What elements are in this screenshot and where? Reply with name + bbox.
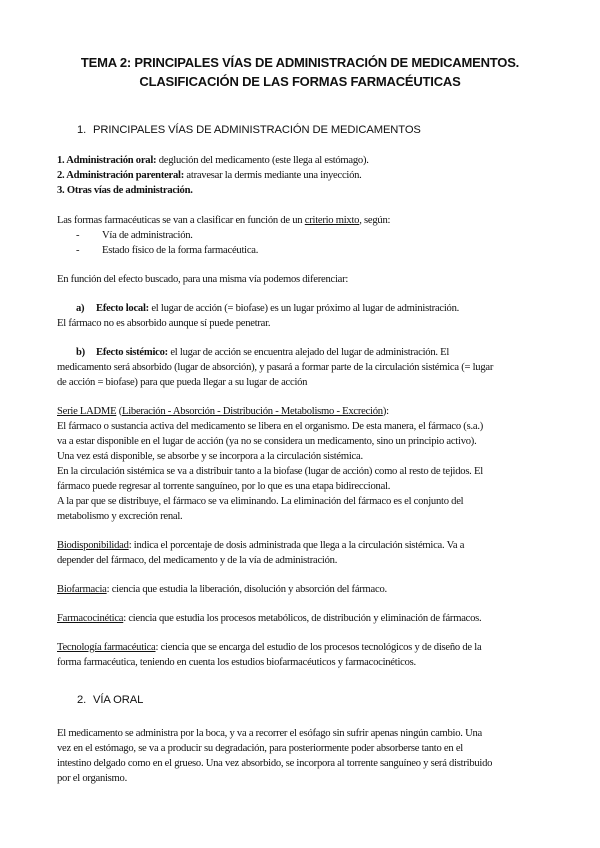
definition-tecnologia-farmaceutica: Tecnología farmacéutica: ciencia que se encarga del estudio de los procesos tecnológicos y de diseño de la bbox=[57, 642, 482, 653]
effect-intro: En función del efecto buscado, para una misma vía podemos diferenciar: bbox=[57, 274, 349, 285]
document-title-line-1: TEMA 2: PRINCIPALES VÍAS DE ADMINISTRACIÓN DE MEDICAMENTOS. bbox=[80, 55, 520, 70]
classification-intro: Las formas farmacéuticas se van a clasificar en función de un criterio mixto, según: bbox=[57, 215, 391, 226]
ladme-heading: Serie LADME (Liberación - Absorción - Distribución - Metabolismo - Excreción): bbox=[57, 406, 389, 417]
local-effect-item: a) Efecto local: el lugar de acción (= biofase) es un lugar próximo al lugar de administración. bbox=[76, 303, 460, 314]
section-2-heading-text: VÍA ORAL bbox=[93, 694, 144, 706]
oral-route-line: vez en el estómago, se va a producir su degradación, para posteriormente poder absorberse tanto en el bbox=[57, 743, 463, 754]
section-1-number: 1. bbox=[77, 124, 87, 136]
local-effect-line-2: El fármaco no es absorbido aunque sí puede penetrar. bbox=[57, 318, 271, 329]
definition-biofarmacia: Biofarmacia: ciencia que estudia la liberación, disolución y absorción del fármaco. bbox=[57, 584, 387, 595]
document-title-line-2: CLASIFICACIÓN DE LAS FORMAS FARMACÉUTICAS bbox=[139, 74, 461, 89]
oral-route-line: El medicamento se administra por la boca, y va a recorrer el esófago sin sufrir apenas ningún cambio. Una bbox=[57, 728, 482, 739]
section-1-heading bbox=[77, 124, 421, 136]
ladme-line: fármaco puede regresar al torrente sanguíneo, por lo que es una etapa bidireccional. bbox=[57, 481, 391, 492]
definition-farmacocinetica: Farmacocinética: ciencia que estudia los procesos metabólicos, de distribución y eliminación de fármacos. bbox=[57, 613, 482, 624]
ladme-line: Una vez está disponible, se absorbe y se incorpora a la circulación sistémica. bbox=[57, 451, 363, 462]
oral-route-line: intestino delgado como en el grueso. Una vez absorbido, se incorpora al torrente sanguíneo y será distribuido bbox=[57, 758, 493, 769]
section-2-heading bbox=[77, 694, 143, 706]
ladme-line: A la par que se distribuye, el fármaco se va eliminando. La eliminación del fármaco es el conjunto del bbox=[57, 496, 464, 507]
definition-tecnologia-line-2: forma farmacéutica, teniendo en cuenta los estudios biofarmacéuticos y farmacocinéticos. bbox=[57, 657, 416, 668]
route-item-1: 1. Administración oral: deglución del medicamento (este llega al estómago). bbox=[57, 155, 369, 166]
ladme-line: va a estar disponible en el lugar de acción (ya no se considera un medicamento, sino un principio activo). bbox=[57, 436, 477, 447]
systemic-effect-line-2: medicamento será absorbido (lugar de absorción), y pasará a formar parte de la circulación sistémica (= lugar bbox=[57, 362, 494, 373]
section-2-number: 2. bbox=[77, 694, 87, 706]
ladme-line: El fármaco o sustancia activa del medicamento se libera en el organismo. De esta manera, el fármaco (s.a.) bbox=[57, 421, 483, 432]
definition-biodisponibilidad: Biodisponibilidad: indica el porcentaje de dosis administrada que llega a la circulación sistémica. Va a bbox=[57, 540, 465, 551]
systemic-effect-line-3: de acción = biofase) para que pueda llegar a su lugar de acción bbox=[57, 377, 308, 388]
ladme-line: En la circulación sistémica se va a distribuir tanto a la biofase (lugar de acción) como al resto de tejidos. El bbox=[57, 466, 483, 477]
route-item-3: 3. Otras vías de administración. bbox=[57, 185, 193, 196]
bullet-item-2: - Estado físico de la forma farmacéutica. bbox=[76, 245, 259, 256]
section-1-heading-text: PRINCIPALES VÍAS DE ADMINISTRACIÓN DE MEDICAMENTOS bbox=[93, 124, 421, 136]
definition-biodisponibilidad-line-2: depender del fármaco, del medicamento y de la vía de administración. bbox=[57, 555, 338, 566]
criterio-mixto-term: criterio mixto bbox=[304, 215, 360, 226]
ladme-line: metabolismo y excreción renal. bbox=[57, 511, 183, 522]
bullet-item-1: - Vía de administración. bbox=[76, 230, 193, 241]
route-item-2: 2. Administración parenteral: atravesar la dermis mediante una inyección. bbox=[57, 170, 362, 181]
systemic-effect-item: b) Efecto sistémico: el lugar de acción se encuentra alejado del lugar de administración. El bbox=[76, 347, 450, 358]
oral-route-line: por el organismo. bbox=[57, 773, 127, 784]
